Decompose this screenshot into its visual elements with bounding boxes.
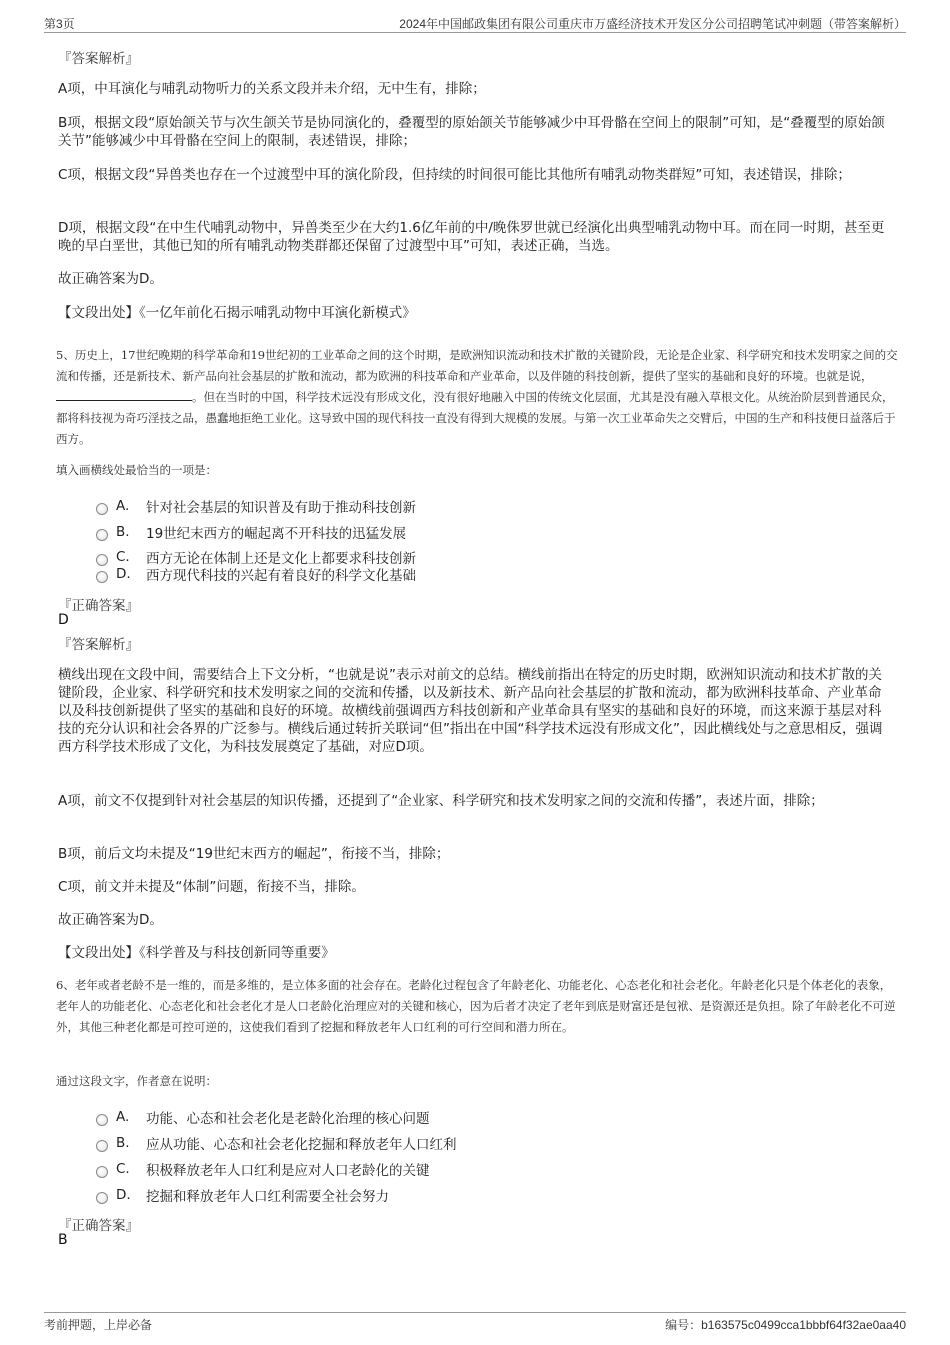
q4-source: 【文段出处】《一亿年前化石揭示哺乳动物中耳演化新模式》 xyxy=(58,305,416,321)
q6-answer: B xyxy=(58,1232,68,1248)
q5-conclusion: 故正确答案为D。 xyxy=(58,912,163,928)
radio-icon[interactable] xyxy=(96,529,108,541)
q4-analysis-tag: 『答案解析』 xyxy=(58,51,139,67)
q5-analysis-b: B项，前后文均未提及“19世纪末西方的崛起”，衔接不当，排除； xyxy=(58,846,450,862)
page-header xyxy=(44,12,906,33)
q5-source: 【文段出处】《科学普及与科技创新同等重要》 xyxy=(58,945,335,961)
q6-prompt: 通过这段文字，作者意在说明： xyxy=(56,1074,217,1088)
q6-option-a[interactable]: A. 功能、心态和社会老化是老龄化治理的核心问题 xyxy=(96,1108,430,1126)
q6-stem: 6、老年或者老龄不是一维的，而是多维的，是立体多面的社会存在。老龄化过程包含了年龄老化、功能老化、心态老化和社会老化。年龄老化只是个体老化的表象，老年人的功能老化、心态老化和社会老化才是人口老龄化治理应对的关键和核心，因为后者才决定了老年到底是财富还是包袱、是资源还是负担。除了年龄老化不可逆外，其他三种老化都是可控可逆的，这使我们看到了挖掘和释放老年人口红利的可行空间和潜力所在。 xyxy=(56,978,896,1034)
q4-analysis-d: D项，根据文段“在中生代哺乳动物中，异兽类至少在大约1.6亿年前的中/晚侏罗世就已经演化出典型哺乳动物中耳。而在同一时期，甚至更晚的早白垩世，其他已知的所有哺乳动物类群都还保留了过渡型中耳”可知，表述正确，当选。 xyxy=(58,220,885,254)
radio-icon[interactable] xyxy=(96,1192,108,1204)
q5-analysis-main: 横线出现在文段中间，需要结合上下文分析，“也就是说”表示对前文的总结。横线前指出在特定的历史时期，欧洲知识流动和技术扩散的关键阶段，企业家、科学研究和技术发明家之间的交流和传播，以及新技术、新产品向社会基层的扩散和流动，都为欧洲科技革命、产业革命以及科技创新提供了坚实的基础和良好的环境。故横线前强调西方科技创新和产业革命具有坚实的基础和良好的环境，而这来源于基层对科技的充分认识和社会各界的广泛参与。横线后通过转折关联词“但”指出在中国“科学技术远没有形成文化”，因此横线处与之意思相反，强调西方科学技术形成了文化，为科技发展奠定了基础，对应D项。 xyxy=(58,667,883,755)
q5-answer-tag: 『正确答案』 xyxy=(58,598,139,614)
q6-option-b[interactable]: B. 应从功能、心态和社会老化挖掘和释放老年人口红利 xyxy=(96,1134,457,1152)
q5-analysis-tag: 『答案解析』 xyxy=(58,637,139,653)
q4-analysis-c: C项，根据文段“异兽类也存在一个过渡型中耳的演化阶段，但持续的时间很可能比其他所有哺乳动物类群短”可知，表述错误，排除； xyxy=(58,167,851,183)
q6-answer-tag: 『正确答案』 xyxy=(58,1218,139,1234)
q4-conclusion: 故正确答案为D。 xyxy=(58,271,163,287)
q4-analysis-a: A项，中耳演化与哺乳动物听力的关系文段并未介绍，无中生有，排除； xyxy=(58,81,486,97)
q5-option-b[interactable]: B. 19世纪末西方的崛起离不开科技的迅猛发展 xyxy=(96,523,406,541)
document-title: 2024年中国邮政集团有限公司重庆市万盛经济技术开发区分公司招聘笔试冲刺题（带答案解析） xyxy=(399,17,906,31)
radio-icon[interactable] xyxy=(96,1114,108,1126)
q5-prompt: 填入画横线处最恰当的一项是： xyxy=(56,463,217,477)
radio-icon[interactable] xyxy=(96,1166,108,1178)
q4-analysis-b: B项，根据文段“原始颌关节与次生颌关节是协同演化的，叠覆型的原始颌关节能够减少中耳骨骼在空间上的限制”可知，是“叠覆型的原始颌关节”能够减少中耳骨骼在空间上的限制，表述错误，排除； xyxy=(58,115,885,149)
q5-answer: D xyxy=(58,612,69,628)
radio-icon[interactable] xyxy=(96,503,108,515)
footer-serial: 编号：b163575c0499cca1bbbf64f32ae0aa40 xyxy=(665,1318,906,1332)
radio-icon[interactable] xyxy=(96,1140,108,1152)
q5-option-a[interactable]: A. 针对社会基层的知识普及有助于推动科技创新 xyxy=(96,497,416,515)
radio-icon[interactable] xyxy=(96,571,108,583)
q5-option-d[interactable]: D. 西方现代科技的兴起有着良好的科学文化基础 xyxy=(96,565,416,583)
q6-option-c[interactable]: C. 积极释放老年人口红利是应对人口老龄化的关键 xyxy=(96,1160,430,1178)
page-footer xyxy=(44,1312,906,1332)
q5-analysis-a: A项，前文不仅提到针对社会基层的知识传播，还提到了“企业家、科学研究和技术发明家之间的交流和传播”，表述片面，排除； xyxy=(58,793,824,809)
page-number: 第3页 xyxy=(44,17,75,31)
q5-option-c[interactable]: C. 西方无论在体制上还是文化上都要求科技创新 xyxy=(96,548,416,566)
fill-blank xyxy=(56,388,192,401)
q5-analysis-c: C项，前文并未提及“体制”问题，衔接不当，排除。 xyxy=(58,879,365,895)
footer-slogan: 考前押题，上岸必备 xyxy=(44,1318,153,1332)
q6-option-d[interactable]: D. 挖掘和释放老年人口红利需要全社会努力 xyxy=(96,1186,389,1204)
q5-stem: 5、历史上，17世纪晚期的科学革命和19世纪初的工业革命之间的这个时期，是欧洲知识流动和技术扩散的关键阶段，无论是企业家、科学研究和技术发明家之间的交流和传播，还是新技术、新产品向社会基层的扩散和流动，都为欧洲的科技革命和产业革命，以及伴随的科技创新，提供了坚实的基础和良好的环境。也就是说，。但在当时的中国，科学技术远没有形成文化，没有很好地融入中国的传统文化层面，尤其是没有融入草根文化。从统治阶层到普通民众，都将科技视为奇巧淫技之品，愚蠢地拒绝工业化。这导致中国的现代科技一直没有得到大规模的发展。与第一次工业革命失之交臂后，中国的生产和科技便日益落后于西方。 xyxy=(56,348,898,446)
